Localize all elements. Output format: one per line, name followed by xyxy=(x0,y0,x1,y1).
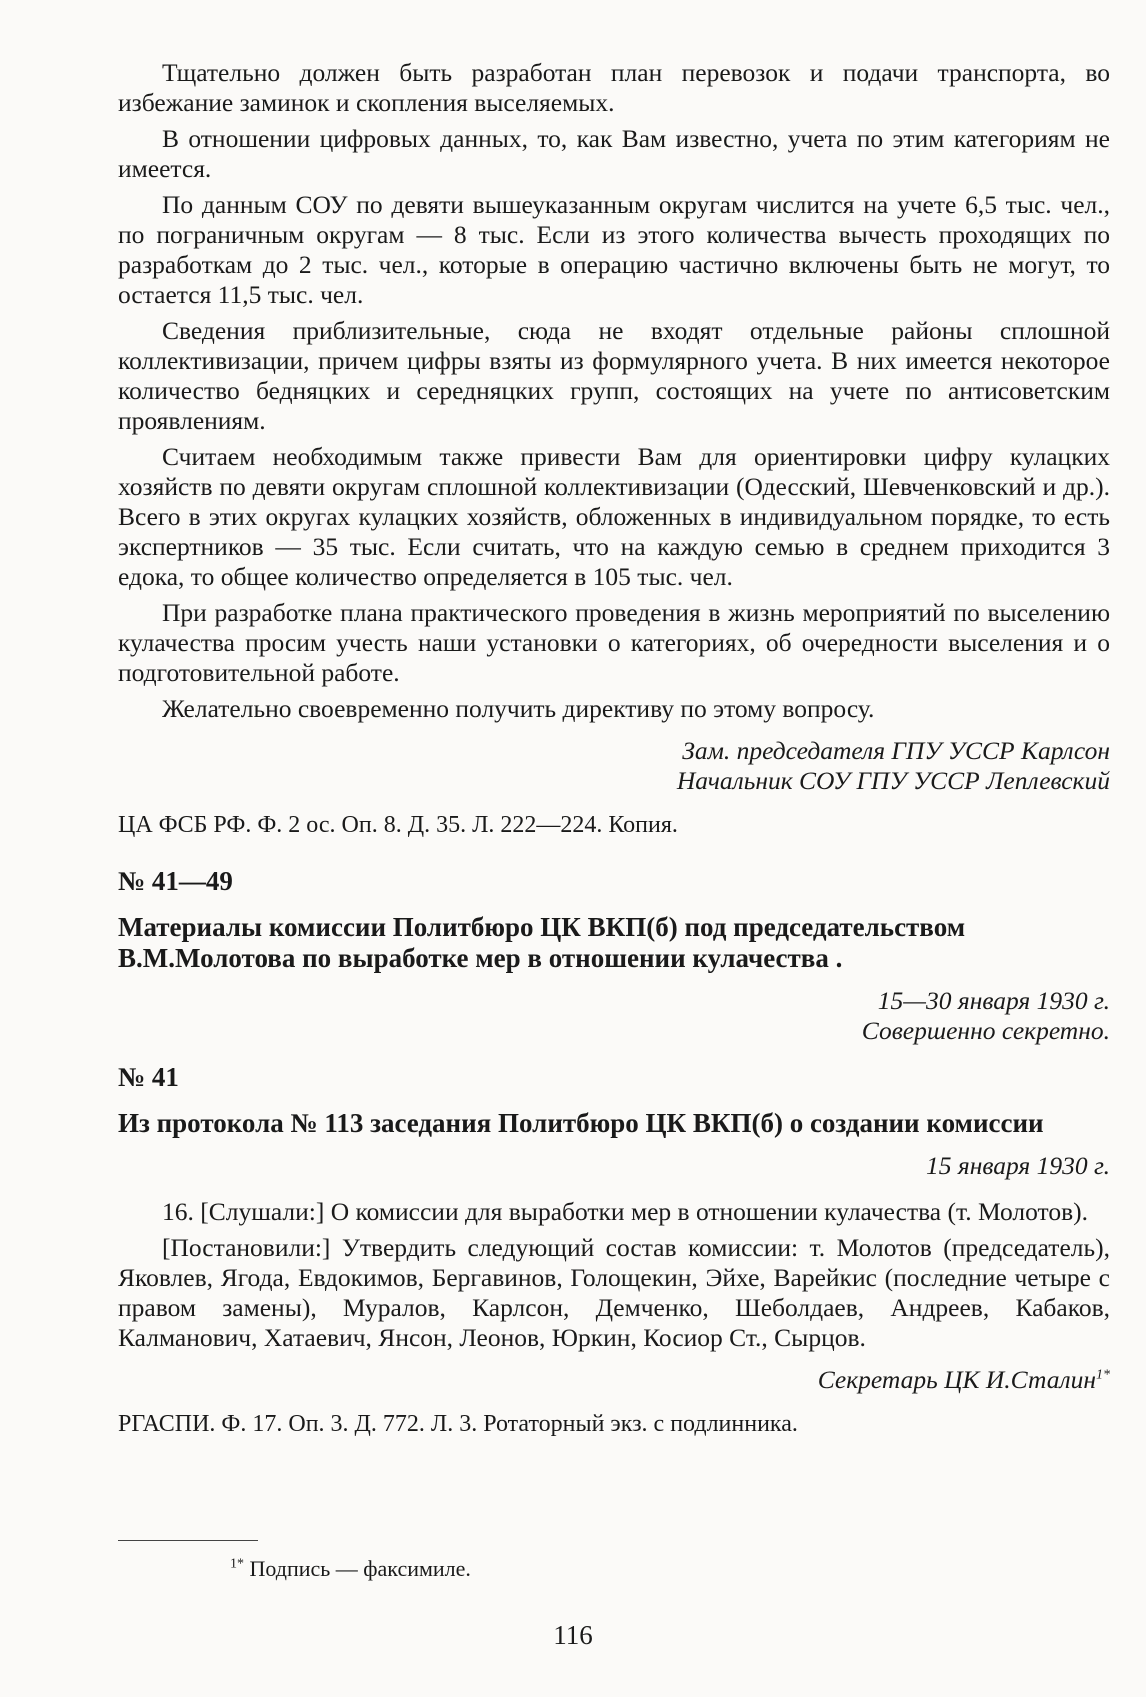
document-title: Из протокола № 113 заседания Политбюро ЦК ВКП(б) о создании комиссии xyxy=(118,1108,1044,1138)
signature-block xyxy=(118,736,1110,796)
signature-line: Начальник СОУ ГПУ УССР Леплевский xyxy=(676,766,1110,795)
document-date: 15 января 1930 г. xyxy=(925,1151,1110,1180)
archive-source: РГАСПИ. Ф. 17. Оп. 3. Д. 772. Л. 3. Ротаторный экз. с подлинника. xyxy=(118,1411,798,1437)
document-number: № 41 xyxy=(118,1062,179,1092)
paragraph: [Постановили:] Утвердить следующий состав комиссии: т. Молотов (председатель), Яковлев, Ягода, Евдокимов, Бергавинов, Голощекин, Эйхе, Варейкис (последние четыре с правом замены), Муралов, Карлсон, Демченко, Шеболдаев, Андреев, Кабаков, Калманович, Хатаевич, Янсон, Леонов, Юркин, Косиор Ст., Сырцов. xyxy=(118,1233,1110,1352)
footnote-text: Подпись — факсимиле. xyxy=(249,1556,471,1581)
stalin-signature xyxy=(118,1365,1110,1395)
section-date: 15—30 января 1930 г. xyxy=(877,986,1110,1015)
paragraph: Тщательно должен быть разработан план перевозок и подачи транспорта, во избежание заминок и скопления выселяемых. xyxy=(118,58,1110,117)
section-date-block xyxy=(118,986,1110,1046)
footnote-divider xyxy=(118,1540,258,1541)
footnote xyxy=(230,1556,471,1582)
section-title: Материалы комиссии Политбюро ЦК ВКП(б) под председательством В.М.Молотова по выработке мер в отношении кулачества . xyxy=(118,912,966,973)
paragraph: Считаем необходимым также привести Вам для ориентировки цифру кулацких хозяйств по девяти округам сплошной коллективизации (Одесский, Шевченковский и др.). Всего в этих округах кулацких хозяйств, обложенных в индивидуальном порядке, то есть экспертников — 35 тыс. Если считать, что на каждую семью в среднем приходится 3 едока, то общее количество определяется в 105 тыс. чел. xyxy=(118,442,1110,591)
footnote-mark: 1* xyxy=(230,1556,244,1572)
classification: Совершенно секретно. xyxy=(861,1016,1110,1045)
signature-text: Секретарь ЦК И.Сталин xyxy=(817,1365,1096,1394)
signature-line: Зам. председателя ГПУ УССР Карлсон xyxy=(682,736,1110,765)
section-number: № 41—49 xyxy=(118,866,233,896)
paragraph: В отношении цифровых данных, то, как Вам известно, учета по этим категориям не имеется. xyxy=(118,124,1110,183)
paragraph: По данным СОУ по девяти вышеуказанным округам числится на учете 6,5 тыс. чел., по пограничным округам — 8 тыс. Если из этого количества вычесть проходящих по разработкам до 2 тыс. чел., которые в операцию частично включены быть не могут, то остается 11,5 тыс. чел. xyxy=(118,190,1110,309)
paragraph: Сведения приблизительные, сюда не входят отдельные районы сплошной коллективизации, причем цифры взяты из формулярного учета. В них имеется некоторое количество бедняцких и середняцких групп, состоящих на учете по антисоветским проявлениям. xyxy=(118,316,1110,435)
page-number: 116 xyxy=(553,1620,593,1650)
footnote-ref: 1* xyxy=(1096,1367,1110,1383)
document-body xyxy=(118,58,1110,1465)
paragraph: При разработке плана практического проведения в жизнь мероприятий по выселению кулачества просим учесть наши установки о категориях, об очередности выселения и о подготовительной работе. xyxy=(118,598,1110,687)
archive-source: ЦА ФСБ РФ. Ф. 2 ос. Оп. 8. Д. 35. Л. 222—224. Копия. xyxy=(118,812,678,838)
paragraph: Желательно своевременно получить директиву по этому вопросу. xyxy=(162,694,875,723)
paragraph: 16. [Слушали:] О комиссии для выработки мер в отношении кулачества (т. Молотов). xyxy=(162,1197,1089,1226)
